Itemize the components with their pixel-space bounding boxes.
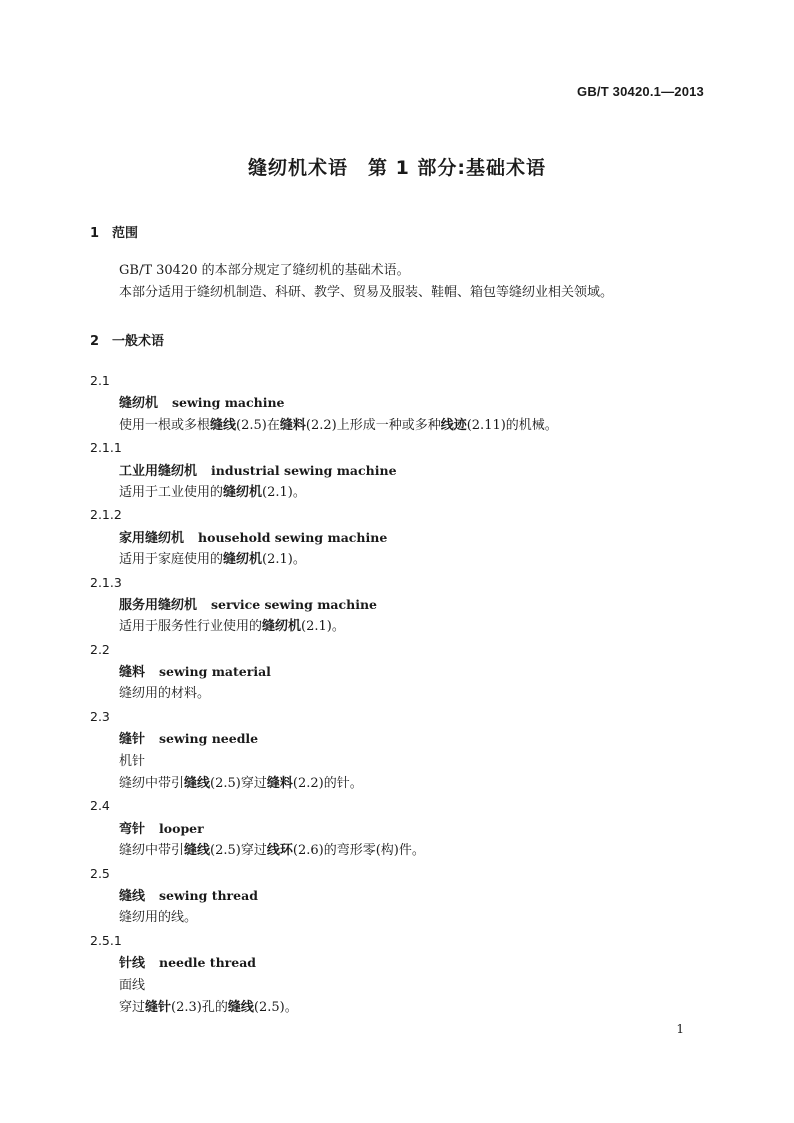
term-definition-line — [0, 773, 794, 795]
definition-text: 缝纫中带引 — [119, 776, 185, 792]
term-chinese: 服务用缝纫机 — [119, 597, 198, 613]
term-english: service sewing machine — [211, 596, 378, 612]
definition-text: 适用于服务性行业使用的 — [119, 619, 263, 635]
term-reference: 线迹 — [440, 417, 467, 433]
term-english: sewing machine — [172, 395, 285, 411]
term-number: 2.1.3 — [90, 574, 122, 590]
term-chinese: 缝针 — [119, 732, 146, 748]
term-chinese: 针线 — [119, 956, 146, 972]
term-chinese: 弯针 — [119, 821, 146, 837]
term-reference: 缝线 — [184, 843, 211, 859]
term-reference: 缝线 — [184, 776, 211, 792]
term-reference: 缝料 — [279, 417, 306, 433]
term-english: household sewing machine — [198, 529, 388, 545]
scope-paragraph-2: 本部分适用于缝纫机制造、科研、教学、贸易及服装、鞋帽、箱包等缝纫业相关领域。 — [119, 285, 614, 300]
term-number: 2.3 — [90, 708, 110, 724]
term-chinese: 缝线 — [119, 888, 146, 904]
scope-paragraph-1: GB/T 30420 的本部分规定了缝纫机的基础术语。 — [119, 263, 410, 278]
definition-text: (2.1)。 — [262, 484, 306, 500]
term-number: 2.1 — [90, 373, 110, 388]
term-english: sewing thread — [159, 887, 258, 903]
term-definition-line — [0, 415, 794, 437]
definition-text: 缝纫用的材料。 — [119, 686, 211, 702]
term-definition-line — [0, 683, 794, 705]
term-reference: 线环 — [266, 843, 293, 859]
term-chinese: 缝料 — [119, 665, 146, 681]
definition-text: 使用一根或多根 — [119, 417, 211, 433]
term-definition-line — [0, 549, 794, 571]
definition-text: (2.5)。 — [253, 999, 298, 1015]
definition-text: (2.6)的弯形零(构)件。 — [292, 843, 425, 859]
term-list — [0, 370, 794, 1019]
definition-text: 适用于工业使用的 — [119, 484, 224, 500]
term-reference: 缝纫机 — [223, 552, 263, 568]
term-heading — [0, 952, 794, 974]
term-definition-line — [0, 482, 794, 504]
term-english: needle thread — [159, 955, 257, 971]
page-number: 1 — [676, 1022, 684, 1036]
term-heading — [0, 885, 794, 907]
term-heading — [0, 661, 794, 683]
term-chinese: 家用缝纫机 — [119, 530, 185, 546]
definition-text: (2.11)的机械。 — [466, 417, 558, 433]
definition-text: 缝纫用的线。 — [119, 910, 198, 926]
section-2-heading — [90, 330, 164, 349]
definition-text: (2.2)上形成一种或多种 — [305, 417, 441, 433]
term-reference: 缝纫机 — [262, 619, 302, 635]
document-title: 缝纫机术语 第 1 部分:基础术语 — [247, 157, 547, 179]
section-1-heading — [90, 222, 138, 241]
term-reference: 缝料 — [266, 776, 293, 792]
term-heading — [0, 392, 794, 414]
definition-text: 机针 — [119, 753, 146, 769]
term-english: industrial sewing machine — [211, 462, 397, 478]
term-entry — [0, 863, 794, 930]
term-number: 2.5.1 — [90, 932, 122, 948]
definition-text: (2.1)。 — [301, 619, 345, 635]
term-heading — [0, 818, 794, 840]
term-english: looper — [159, 820, 204, 836]
term-heading — [0, 728, 794, 750]
definition-text: (2.5)在 — [236, 417, 280, 433]
term-number: 2.5 — [90, 865, 110, 881]
term-entry — [0, 639, 794, 706]
term-reference: 缝纫机 — [223, 484, 263, 500]
term-chinese: 缝纫机 — [119, 396, 159, 412]
definition-text: (2.1)。 — [262, 552, 306, 568]
term-entry — [0, 504, 794, 571]
section-2-title: 一般术语 — [112, 334, 165, 349]
term-number: 2.2 — [90, 641, 110, 657]
term-chinese: 工业用缝纫机 — [119, 463, 198, 479]
term-entry — [0, 437, 794, 504]
section-1-number: 1 — [90, 226, 100, 241]
term-number: 2.1.2 — [90, 507, 122, 523]
term-heading — [0, 527, 794, 549]
term-entry — [0, 370, 794, 437]
term-definition-line — [0, 751, 794, 773]
definition-text: 穿过 — [119, 999, 146, 1015]
term-reference: 缝线 — [227, 999, 254, 1015]
term-definition-line — [0, 840, 794, 862]
definition-text: (2.3)孔的 — [171, 999, 228, 1015]
section-2-number: 2 — [90, 334, 100, 349]
term-heading — [0, 594, 794, 616]
term-entry — [0, 930, 794, 1020]
term-entry — [0, 572, 794, 639]
definition-text: (2.5)穿过 — [210, 776, 267, 792]
term-entry — [0, 795, 794, 862]
term-english: sewing needle — [159, 731, 259, 747]
term-reference: 缝针 — [145, 999, 172, 1015]
term-definition-line — [0, 997, 794, 1019]
term-definition-line — [0, 975, 794, 997]
term-english: sewing material — [159, 664, 271, 680]
definition-text: (2.5)穿过 — [210, 843, 267, 859]
definition-text: 适用于家庭使用的 — [119, 552, 224, 568]
term-entry — [0, 706, 794, 796]
term-reference: 缝线 — [210, 417, 237, 433]
term-heading — [0, 460, 794, 482]
term-definition-line — [0, 616, 794, 638]
term-definition-line — [0, 907, 794, 929]
definition-text: 缝纫中带引 — [119, 843, 185, 859]
document-code: GB/T 30420.1—2013 — [577, 84, 704, 99]
section-1-title: 范围 — [112, 226, 139, 241]
term-number: 2.4 — [90, 798, 110, 814]
definition-text: (2.2)的针。 — [292, 776, 363, 792]
term-number: 2.1.1 — [90, 440, 122, 456]
definition-text: 面线 — [119, 977, 146, 993]
